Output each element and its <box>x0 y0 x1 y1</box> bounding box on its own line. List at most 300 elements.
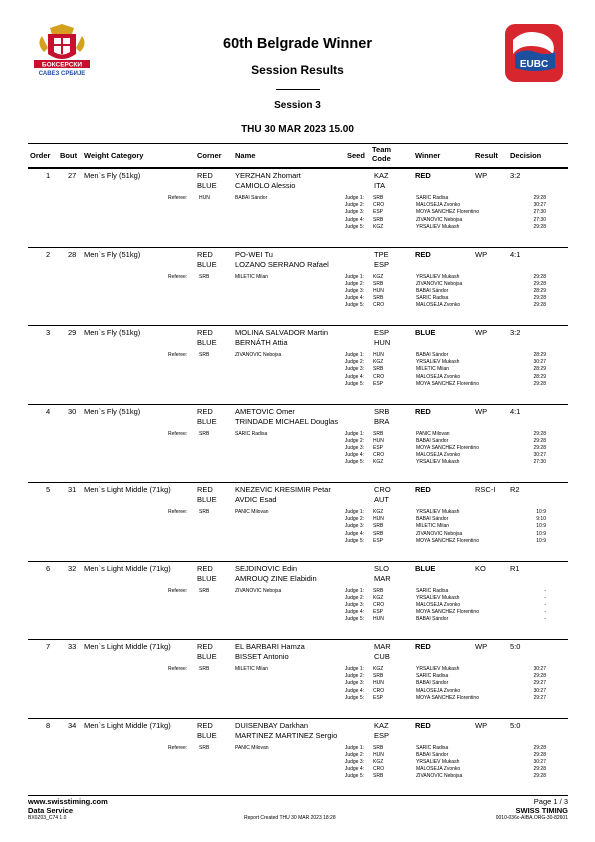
fight-row <box>28 561 568 640</box>
blue-boxer-name: BISSET Antonio <box>235 652 289 661</box>
fight-weight-category: Men`s Fly (51kg) <box>84 406 141 416</box>
blue-team-code: HUN <box>374 338 391 347</box>
judge-country: HUN <box>373 287 384 294</box>
col-weight-category: Weight Category <box>84 151 144 160</box>
judge-name: YRSALIEV Mukash <box>416 459 460 466</box>
fight-decision: 4:1 <box>510 406 521 416</box>
footer-code: BX0Z03_C74 1.0 <box>28 815 67 821</box>
svg-text:EUBC: EUBC <box>519 59 549 70</box>
col-team-code-line1: Team <box>372 145 392 154</box>
judge-score: 30:27 <box>533 758 546 765</box>
report-subtitle: Session Results <box>251 63 344 77</box>
judge-label: Judge 3: <box>344 444 364 451</box>
judge-score: 29:27 <box>533 680 546 687</box>
judge-name: YRSALIEV Mukash <box>416 223 460 230</box>
judge-country: ESP <box>373 444 384 451</box>
judge-label: Judge 1: <box>344 666 364 672</box>
blue-boxer-name: AMROUQ ZINE Elabidin <box>235 573 317 583</box>
judge-label: Judge 1: <box>344 430 364 437</box>
judge-country: HUN <box>373 516 384 523</box>
judge-country: HUN <box>373 352 384 358</box>
judge-country: KGZ <box>373 359 384 366</box>
judge-score: 30:27 <box>533 202 546 209</box>
judge-name: MALOSEJA Zvonko <box>416 202 461 209</box>
fight-result: WP <box>475 328 488 337</box>
col-bout: Bout <box>60 151 78 160</box>
judge-score: 30:27 <box>533 687 546 694</box>
fight-bout: 32 <box>68 563 77 573</box>
judge-score: - <box>544 594 546 601</box>
fight-winner: RED <box>415 171 431 180</box>
judge-score: 29:28 <box>533 280 546 287</box>
judge-country: KGZ <box>373 459 384 466</box>
referee-name: BABAI Sándor <box>235 195 268 201</box>
judge-name: SARIC Radisa <box>416 195 449 201</box>
judge-country: HUN <box>373 751 384 758</box>
judge-label: Judge 5: <box>344 302 364 309</box>
red-team-code: SRB <box>374 406 390 416</box>
judge-country: ESP <box>373 209 384 216</box>
judge-label: Judge 4: <box>344 530 364 537</box>
judge-label: Judge 3: <box>344 758 364 765</box>
referee-label: Referee: <box>168 273 188 280</box>
red-corner-label: RED <box>197 328 213 337</box>
referee-country: SRB <box>199 666 210 672</box>
judge-name: MOYA SANCHEZ Florentino <box>416 444 479 451</box>
fight-decision: 5:0 <box>510 642 521 651</box>
judge-name: MOYA SANCHEZ Florentino <box>416 380 479 387</box>
judge-name: BABAI Sándor <box>416 287 449 294</box>
judge-country: SRB <box>373 216 384 223</box>
judge-country: CRO <box>373 202 385 209</box>
judge-name: MOYA SANCHEZ Florentino <box>416 609 479 616</box>
fight-result: WP <box>475 249 488 259</box>
judge-score: 27:30 <box>533 216 546 223</box>
judge-score: 10:9 <box>536 523 546 530</box>
referee-country: SRB <box>199 744 210 751</box>
judge-country: HUN <box>373 437 384 444</box>
fight-decision: R2 <box>510 485 520 494</box>
session-label: Session 3 <box>274 100 321 111</box>
red-corner-label: RED <box>197 642 213 651</box>
col-team-code <box>372 145 391 163</box>
judge-country: SRB <box>373 195 384 201</box>
fight-bout: 31 <box>68 485 77 494</box>
judge-country: SRB <box>373 587 384 594</box>
fight-winner: BLUE <box>415 328 436 337</box>
judge-country: SRB <box>373 773 384 780</box>
red-boxer-name: PO-WEI Tu <box>235 249 273 259</box>
judge-country: SRB <box>373 523 384 530</box>
judge-country: CRO <box>373 687 385 694</box>
judge-label: Judge 5: <box>344 773 364 780</box>
judge-label: Judge 4: <box>344 687 364 694</box>
referee-name: ZIVANOVIC Nebojsa <box>235 352 282 358</box>
judge-country: KGZ <box>373 758 384 765</box>
fight-bout: 28 <box>68 249 77 259</box>
red-team-code: KAZ <box>374 171 389 180</box>
referee-name: PANIC Milovan <box>235 744 269 751</box>
fight-weight-category: Men`s Fly (51kg) <box>84 328 141 337</box>
fight-decision: 3:2 <box>510 171 521 180</box>
judge-label: Judge 5: <box>344 537 364 544</box>
fight-weight-category: Men`s Fly (51kg) <box>84 249 141 259</box>
referee-name: ZIVANOVIC Nebojsa <box>235 587 282 594</box>
fight-order: 3 <box>46 328 51 337</box>
judge-name: MALOSEJA Zvonko <box>416 373 461 380</box>
fight-order: 1 <box>46 171 51 180</box>
fight-winner: RED <box>415 485 431 494</box>
red-team-code: CRO <box>374 485 391 494</box>
judge-name: MALOSEJA Zvonko <box>416 687 461 694</box>
judge-country: ESP <box>373 380 384 387</box>
judge-label: Judge 1: <box>344 744 364 751</box>
judge-score: 29:28 <box>533 430 546 437</box>
judge-score: 9:10 <box>536 516 546 523</box>
red-corner-label: RED <box>197 171 213 180</box>
judge-label: Judge 5: <box>344 223 364 230</box>
judge-name: MOYA SANCHEZ Florentino <box>416 209 479 216</box>
judge-name: ZIVANOVIC Nebojsa <box>416 280 463 287</box>
judge-score: 29:28 <box>533 223 546 230</box>
red-boxer-name: SEJDINOVIC Edin <box>235 563 298 573</box>
judge-label: Judge 2: <box>344 594 364 601</box>
judge-label: Judge 5: <box>344 380 364 387</box>
blue-boxer-name: CAMIOLO Alessio <box>235 181 296 190</box>
blue-boxer-name: LOZANO SERRANO Rafael <box>235 259 329 269</box>
judge-score: - <box>544 609 546 616</box>
fight-winner: RED <box>415 642 431 651</box>
judge-country: HUN <box>373 680 384 687</box>
judge-score: 29:28 <box>533 444 546 451</box>
judge-score: 27:30 <box>533 209 546 216</box>
red-boxer-name: EL BARBARI Hamza <box>235 642 305 651</box>
blue-corner-label: BLUE <box>197 338 217 347</box>
blue-boxer-name: BERNÁTH Attia <box>235 338 288 347</box>
referee-label: Referee: <box>168 587 188 594</box>
judge-label: Judge 1: <box>344 195 364 201</box>
footer-data-service: Data Service <box>28 806 74 815</box>
blue-boxer-name: MARTINEZ MARTINEZ Sergio <box>235 730 338 740</box>
judge-name: MILETIC Milan <box>416 366 450 373</box>
red-boxer-name: MOLINA SALVADOR Martin <box>235 328 329 337</box>
judge-score: 10:9 <box>536 509 546 515</box>
judge-score: 29:28 <box>533 273 546 280</box>
footer-website: www.swisstiming.com <box>28 797 108 806</box>
fight-decision: 3:2 <box>510 328 521 337</box>
col-winner: Winner <box>415 151 441 160</box>
judge-name: YRSALIEV Mukash <box>416 273 460 280</box>
blue-team-code: ESP <box>374 259 390 269</box>
referee-label: Referee: <box>168 744 188 751</box>
judge-name: YRSALIEV Mukash <box>416 758 460 765</box>
judge-name: ZIVANOVIC Nebojsa <box>416 530 463 537</box>
judge-name: YRSALIEV Mukash <box>416 359 460 366</box>
judge-label: Judge 2: <box>344 202 364 209</box>
judge-label: Judge 4: <box>344 373 364 380</box>
fight-bout: 34 <box>68 720 77 730</box>
referee-country: SRB <box>199 587 210 594</box>
referee-name: MILETIC Milan <box>235 666 269 672</box>
col-name: Name <box>235 151 256 160</box>
judge-score: 10:9 <box>536 537 546 544</box>
judge-name: BABAI Sándor <box>416 437 449 444</box>
fight-weight-category: Men`s Light Middle (71kg) <box>84 563 171 573</box>
red-corner-label: RED <box>197 720 213 730</box>
col-order: Order <box>30 151 51 160</box>
judge-label: Judge 1: <box>344 273 364 280</box>
blue-corner-label: BLUE <box>197 259 217 269</box>
judge-score: 29:28 <box>533 302 546 309</box>
judge-country: CRO <box>373 601 385 608</box>
judge-country: SRB <box>373 295 384 302</box>
col-result: Result <box>475 151 498 160</box>
fight-result: RSC-I <box>475 485 496 494</box>
svg-text:САВЕЗ СРБИЈЕ: САВЕЗ СРБИЈЕ <box>38 71 86 77</box>
judge-country: SRB <box>373 530 384 537</box>
col-seed: Seed <box>347 151 365 160</box>
blue-corner-label: BLUE <box>197 652 217 661</box>
judge-score: 30:27 <box>533 359 546 366</box>
judge-label: Judge 4: <box>344 766 364 773</box>
fight-order: 6 <box>46 563 51 573</box>
judge-label: Judge 4: <box>344 295 364 302</box>
judge-name: SARIC Radisa <box>416 744 449 751</box>
judge-score: 28:29 <box>533 366 546 373</box>
judge-score: 28:29 <box>533 373 546 380</box>
fight-result: WP <box>475 406 488 416</box>
referee-label: Referee: <box>168 666 188 672</box>
red-team-code: SLO <box>374 563 390 573</box>
blue-boxer-name: TRINDADE MICHAEL Douglas <box>235 416 339 426</box>
judge-label: Judge 4: <box>344 609 364 616</box>
fight-decision: R1 <box>510 563 520 573</box>
judge-label: Judge 3: <box>344 287 364 294</box>
referee-country: SRB <box>199 430 210 437</box>
col-corner: Corner <box>197 151 222 160</box>
fight-winner: RED <box>415 249 431 259</box>
judge-score: 28:29 <box>533 287 546 294</box>
judge-score: 28:29 <box>533 352 546 358</box>
judge-country: ESP <box>373 537 384 544</box>
judge-score: 29:27 <box>533 694 546 701</box>
judge-label: Judge 2: <box>344 437 364 444</box>
judge-country: SRB <box>373 744 384 751</box>
judge-name: MOYA SANCHEZ Florentino <box>416 694 479 701</box>
fight-winner: RED <box>415 720 431 730</box>
judge-country: CRO <box>373 373 385 380</box>
fight-row <box>28 482 568 561</box>
fight-bout: 33 <box>68 642 77 651</box>
footer-page-number: Page 1 / 3 <box>533 797 568 806</box>
judge-score: 29:28 <box>533 744 546 751</box>
judge-label: Judge 2: <box>344 516 364 523</box>
fight-result: KO <box>475 563 486 573</box>
judge-label: Judge 3: <box>344 523 364 530</box>
judge-label: Judge 2: <box>344 359 364 366</box>
judge-name: BABAI Sándor <box>416 616 449 623</box>
referee-name: MILETIC Milan <box>235 273 269 280</box>
judge-name: BABAI Sándor <box>416 352 449 358</box>
fight-decision: 4:1 <box>510 249 521 259</box>
judge-score: 29:28 <box>533 295 546 302</box>
referee-name: PANIC Milovan <box>235 509 269 515</box>
fight-weight-category: Men`s Light Middle (71kg) <box>84 642 171 651</box>
judge-name: MALOSEJA Zvonko <box>416 452 461 459</box>
col-team-code-line2: Code <box>372 154 391 163</box>
judge-name: ZIVANOVIC Nebojsa <box>416 773 463 780</box>
red-team-code: TPE <box>374 249 389 259</box>
header-divider <box>276 89 320 90</box>
judge-label: Judge 4: <box>344 216 364 223</box>
blue-team-code: ITA <box>374 181 386 190</box>
referee-label: Referee: <box>168 430 188 437</box>
fight-row <box>28 404 568 483</box>
judge-name: SARIC Radisa <box>416 587 449 594</box>
judge-country: CRO <box>373 302 385 309</box>
fight-winner: RED <box>415 406 431 416</box>
judge-country: SRB <box>373 430 384 437</box>
judge-score: - <box>544 587 546 594</box>
blue-corner-label: BLUE <box>197 181 217 190</box>
judge-country: KGZ <box>373 223 384 230</box>
svg-text:БОКСЕРСКИ: БОКСЕРСКИ <box>41 61 83 69</box>
red-boxer-name: KNEZEVIC KRESIMIR Petar <box>235 485 331 494</box>
judge-country: CRO <box>373 766 385 773</box>
judge-label: Judge 5: <box>344 459 364 466</box>
footer-doc-id: 0010-036c-AIBA.ORG-30-82601 <box>495 815 568 821</box>
red-boxer-name: YERZHAN Zhomart <box>235 171 301 180</box>
judge-score: 29:28 <box>533 195 546 201</box>
red-team-code: KAZ <box>374 720 389 730</box>
judge-country: KGZ <box>373 594 384 601</box>
judge-name: YRSALIEV Mukash <box>416 509 460 515</box>
judge-name: MALOSEJA Zvonko <box>416 766 461 773</box>
judge-country: ESP <box>373 609 384 616</box>
judge-name: ZIVANOVIC Nebojsa <box>416 216 463 223</box>
fight-weight-category: Men`s Light Middle (71kg) <box>84 720 171 730</box>
judge-country: CRO <box>373 452 385 459</box>
footer-brand: SWISS TIMING <box>515 806 568 815</box>
judge-country: ESP <box>373 694 384 701</box>
blue-corner-label: BLUE <box>197 573 217 583</box>
judge-score: 29:28 <box>533 766 546 773</box>
judge-label: Judge 5: <box>344 616 364 623</box>
judge-name: MALOSEJA Zvonko <box>416 302 461 309</box>
blue-boxer-name: AVDIC Esad <box>235 495 277 504</box>
blue-team-code: BRA <box>374 416 390 426</box>
fight-row <box>28 247 568 326</box>
referee-name: SARIC Radisa <box>235 430 268 437</box>
judge-score: - <box>544 616 546 623</box>
judge-label: Judge 3: <box>344 680 364 687</box>
red-boxer-name: AMETOVIC Omer <box>235 406 295 416</box>
fight-order: 2 <box>46 249 51 259</box>
judge-name: YRSALIEV Mukash <box>416 594 460 601</box>
judge-label: Judge 3: <box>344 601 364 608</box>
blue-team-code: CUB <box>374 652 390 661</box>
judge-score: 29:28 <box>533 380 546 387</box>
judge-name: YRSALIEV Mukash <box>416 666 460 672</box>
fight-winner: BLUE <box>415 563 436 573</box>
red-team-code: ESP <box>374 328 390 337</box>
fight-order: 5 <box>46 485 51 494</box>
judge-name: BABAI Sándor <box>416 516 449 523</box>
judge-label: Judge 1: <box>344 352 364 358</box>
judge-label: Judge 3: <box>344 366 364 373</box>
column-header-row <box>28 143 568 168</box>
blue-team-code: ESP <box>374 730 390 740</box>
fight-row <box>28 718 568 797</box>
judge-label: Judge 3: <box>344 209 364 216</box>
fight-weight-category: Men`s Light Middle (71kg) <box>84 485 171 494</box>
judge-name: PANIC Milovan <box>416 430 450 437</box>
blue-team-code: AUT <box>374 495 389 504</box>
session-datetime: THU 30 MAR 2023 15.00 <box>241 124 354 135</box>
blue-corner-label: BLUE <box>197 495 217 504</box>
fight-order: 7 <box>46 642 51 651</box>
judge-name: MOYA SANCHEZ Florentino <box>416 537 479 544</box>
boxing-federation-serbia-logo <box>30 24 94 88</box>
blue-team-code: MAR <box>374 573 391 583</box>
fight-bout: 30 <box>68 406 77 416</box>
fight-row <box>28 168 568 247</box>
judge-label: Judge 1: <box>344 509 364 515</box>
referee-country: SRB <box>199 273 210 280</box>
judge-label: Judge 2: <box>344 280 364 287</box>
judge-score: 29:28 <box>533 773 546 780</box>
judge-score: 30:27 <box>533 452 546 459</box>
judge-score: 29:28 <box>533 751 546 758</box>
judge-score: 10:9 <box>536 530 546 537</box>
judge-score: 27:30 <box>533 459 546 466</box>
fight-decision: 5:0 <box>510 720 521 730</box>
judge-label: Judge 5: <box>344 694 364 701</box>
judge-name: MILETIC Milan <box>416 523 450 530</box>
red-team-code: MAR <box>374 642 391 651</box>
referee-label: Referee: <box>168 352 188 358</box>
blue-corner-label: BLUE <box>197 416 217 426</box>
judge-name: BABAI Sándor <box>416 751 449 758</box>
red-corner-label: RED <box>197 563 213 573</box>
referee-country: SRB <box>199 509 210 515</box>
event-title: 60th Belgrade Winner <box>223 36 372 52</box>
judge-country: HUN <box>373 616 384 623</box>
judge-label: Judge 2: <box>344 751 364 758</box>
red-boxer-name: DUISENBAY Darkhan <box>235 720 309 730</box>
referee-label: Referee: <box>168 195 188 201</box>
judge-name: BABAI Sándor <box>416 680 449 687</box>
judge-country: KGZ <box>373 509 384 515</box>
judge-label: Judge 4: <box>344 452 364 459</box>
red-corner-label: RED <box>197 249 213 259</box>
judge-country: SRB <box>373 673 384 680</box>
fight-result: WP <box>475 171 488 180</box>
referee-country: HUN <box>199 195 210 201</box>
red-corner-label: RED <box>197 485 213 494</box>
judge-score: 29:28 <box>533 437 546 444</box>
judge-score: 29:28 <box>533 673 546 680</box>
judge-country: KGZ <box>373 666 384 672</box>
fight-result: WP <box>475 720 488 730</box>
judge-country: SRB <box>373 366 384 373</box>
fight-bout: 29 <box>68 328 77 337</box>
judge-name: MALOSEJA Zvonko <box>416 601 461 608</box>
blue-corner-label: BLUE <box>197 730 217 740</box>
red-corner-label: RED <box>197 406 213 416</box>
fight-bout: 27 <box>68 171 77 180</box>
judge-label: Judge 1: <box>344 587 364 594</box>
